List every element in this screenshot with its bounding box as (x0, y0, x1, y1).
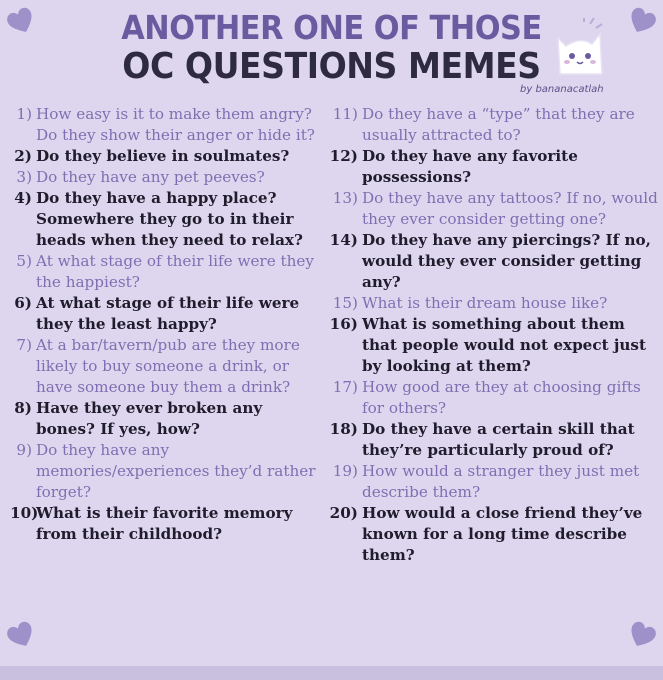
question-number: 18) (329, 420, 358, 438)
question-text: At a bar/tavern/pub are they more likely to buy someone a drink, or have someone buy them a drink? (36, 336, 300, 396)
question-text: What is their dream house like? (362, 294, 608, 312)
question-text: How easy is it to make them angry? Do they show their anger or hide it? (36, 105, 315, 144)
question-text: Do they have any pet peeves? (36, 168, 265, 186)
question-number: 5) (16, 252, 32, 270)
question-number: 11) (332, 105, 358, 123)
question-text: How would a stranger they just met describe them? (362, 462, 640, 501)
question-item (10, 293, 325, 335)
questions-right-column (328, 104, 658, 566)
question-number: 15) (332, 294, 358, 312)
question-number: 17) (332, 378, 358, 396)
question-number: 13) (332, 189, 358, 207)
question-number: 10) (10, 504, 39, 522)
question-text: Do they believe in soulmates? (36, 147, 290, 165)
question-number: 9) (16, 441, 32, 459)
question-text: Have they ever broken any bones? If yes, how? (36, 399, 263, 438)
question-text: Do they have a certain skill that they’re particularly proud of? (362, 420, 635, 459)
question-item (328, 377, 658, 419)
question-item (328, 293, 658, 314)
question-number: 8) (14, 399, 32, 417)
question-item (10, 188, 325, 251)
question-number: 14) (329, 231, 358, 249)
question-item (10, 440, 325, 503)
question-text: Do they have a happy place? Somewhere they go to in their heads when they need to relax? (36, 189, 303, 249)
question-text: What is something about them that people would not expect just by looking at them? (362, 315, 647, 375)
question-number: 7) (16, 336, 32, 354)
question-item (328, 188, 658, 230)
questions-left-column (10, 104, 325, 545)
question-text: Do they have any tattoos? If no, would they ever consider getting one? (362, 189, 658, 228)
title-line-1: ANOTHER ONE OF THOSE (121, 8, 542, 47)
question-text: How would a close friend they’ve known for a long time describe them? (362, 504, 643, 564)
question-number: 1) (16, 105, 32, 123)
question-number: 6) (14, 294, 32, 312)
question-item (328, 419, 658, 461)
question-number: 3) (16, 168, 32, 186)
question-text: Do they have any piercings? If no, would they ever consider getting any? (362, 231, 651, 291)
question-item (328, 461, 658, 503)
question-item (10, 503, 325, 545)
question-number: 19) (332, 462, 358, 480)
question-item (328, 146, 658, 188)
question-text: How good are they at choosing gifts for others? (362, 378, 641, 417)
question-text: Do they have any memories/experiences they’d rather forget? (36, 441, 316, 501)
question-item (328, 314, 658, 377)
question-item (10, 104, 325, 146)
question-number: 4) (14, 189, 32, 207)
question-item (10, 335, 325, 398)
cat-mascot-icon (552, 18, 608, 78)
question-text: Do they have any favorite possessions? (362, 147, 578, 186)
question-number: 16) (329, 315, 358, 333)
credit-text: by bananacatlah (520, 84, 604, 95)
heart-icon (627, 620, 657, 650)
question-text: What is their favorite memory from their childhood? (36, 504, 293, 543)
question-number: 2) (14, 147, 32, 165)
question-item (10, 167, 325, 188)
question-number: 12) (329, 147, 358, 165)
question-item (10, 398, 325, 440)
question-text: Do they have a “type” that they are usually attracted to? (362, 105, 635, 144)
question-item (328, 230, 658, 293)
heart-icon (6, 620, 36, 650)
question-item (10, 146, 325, 167)
question-number: 20) (329, 504, 358, 522)
question-item (328, 104, 658, 146)
question-text: At what stage of their life were they the least happy? (36, 294, 300, 333)
title-line-2: OC QUESTIONS MEMES (122, 46, 541, 87)
question-item (10, 251, 325, 293)
question-text: At what stage of their life were they the happiest? (36, 252, 314, 291)
question-item (328, 503, 658, 566)
